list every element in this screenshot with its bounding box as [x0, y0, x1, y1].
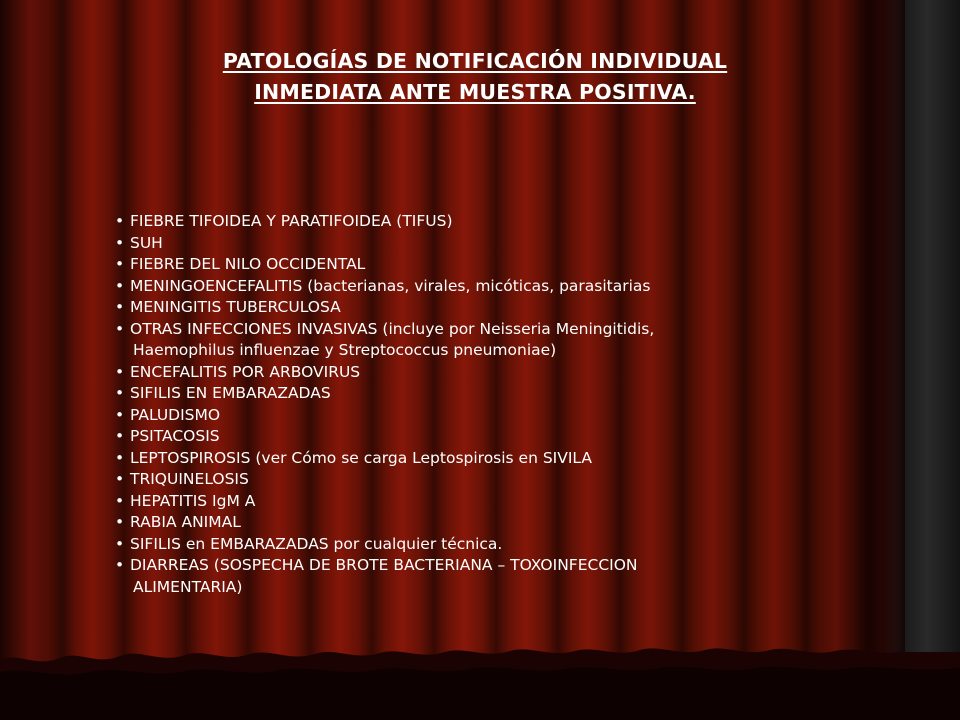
list-item-text: FIEBRE TIFOIDEA Y PARATIFOIDEA (TIFUS) [130, 212, 453, 230]
bullet-icon: • [115, 427, 125, 445]
bullet-icon: • [115, 513, 125, 531]
list-item-text: RABIA ANIMAL [130, 513, 241, 531]
title-line-1: PATOLOGÍAS DE NOTIFICACIÓN INDIVIDUAL [222, 49, 728, 73]
list-item [115, 362, 895, 384]
list-item-text: LEPTOSPIROSIS (ver Cómo se carga Leptospirosis en SIVILA [130, 448, 593, 467]
list-item-text: DIARREAS (SOSPECHA DE BROTE BACTERIANA – TOXOINFECCION [130, 556, 638, 574]
bullet-icon: • [115, 405, 125, 424]
list-item-continuation: Haemophilus influenzae y Streptococcus pneumoniae) [133, 341, 557, 359]
bullet-icon: • [115, 556, 125, 574]
list-item-text: PSITACOSIS [130, 427, 220, 445]
list-item [115, 297, 895, 319]
side-panel [905, 0, 960, 720]
list-item [115, 426, 895, 448]
list-item-text: SIFILIS en EMBARAZADAS por cualquier técnica. [130, 534, 503, 553]
list-item [115, 512, 895, 534]
bullet-icon: • [115, 362, 125, 381]
bullet-icon: • [115, 491, 125, 510]
list-item-text: SIFILIS EN EMBARAZADAS [130, 384, 331, 402]
list-item-text: FIEBRE DEL NILO OCCIDENTAL [130, 255, 366, 273]
list-item [115, 233, 895, 255]
bullet-icon: • [115, 448, 125, 467]
pathology-list [115, 211, 895, 598]
bullet-icon: • [115, 319, 125, 338]
list-item [115, 211, 895, 233]
bullet-icon: • [115, 384, 125, 402]
bullet-icon: • [115, 276, 125, 295]
list-item [115, 448, 895, 470]
list-item [115, 254, 895, 276]
list-item-text: PALUDISMO [130, 405, 221, 424]
title-line-2: INMEDIATA ANTE MUESTRA POSITIVA. [254, 80, 696, 104]
slide-title [150, 46, 800, 108]
list-item [115, 534, 895, 556]
bullet-icon: • [115, 534, 125, 553]
bullet-icon: • [115, 470, 125, 488]
list-item [115, 319, 895, 362]
list-item [115, 491, 895, 513]
list-item [115, 405, 895, 427]
bullet-icon: • [115, 255, 125, 273]
curtain-bottom-fringe [0, 630, 960, 720]
list-item-continuation: ALIMENTARIA) [133, 577, 243, 596]
list-item-text: SUH [130, 233, 163, 252]
list-item-text: OTRAS INFECCIONES INVASIVAS (incluye por Neisseria Meningitidis, [130, 319, 655, 338]
list-item [115, 276, 895, 298]
list-item [115, 469, 895, 491]
bullet-icon: • [115, 212, 125, 230]
list-item-text: ENCEFALITIS POR ARBOVIRUS [130, 362, 361, 381]
list-item-text: MENINGOENCEFALITIS (bacterianas, virales, micóticas, parasitarias [130, 276, 651, 295]
bullet-icon: • [115, 298, 125, 316]
list-item [115, 555, 895, 598]
bullet-icon: • [115, 233, 125, 252]
list-item-text: MENINGITIS TUBERCULOSA [130, 298, 341, 316]
list-item-text: TRIQUINELOSIS [130, 470, 249, 488]
list-item [115, 383, 895, 405]
list-item-text: HEPATITIS IgM A [130, 491, 256, 510]
